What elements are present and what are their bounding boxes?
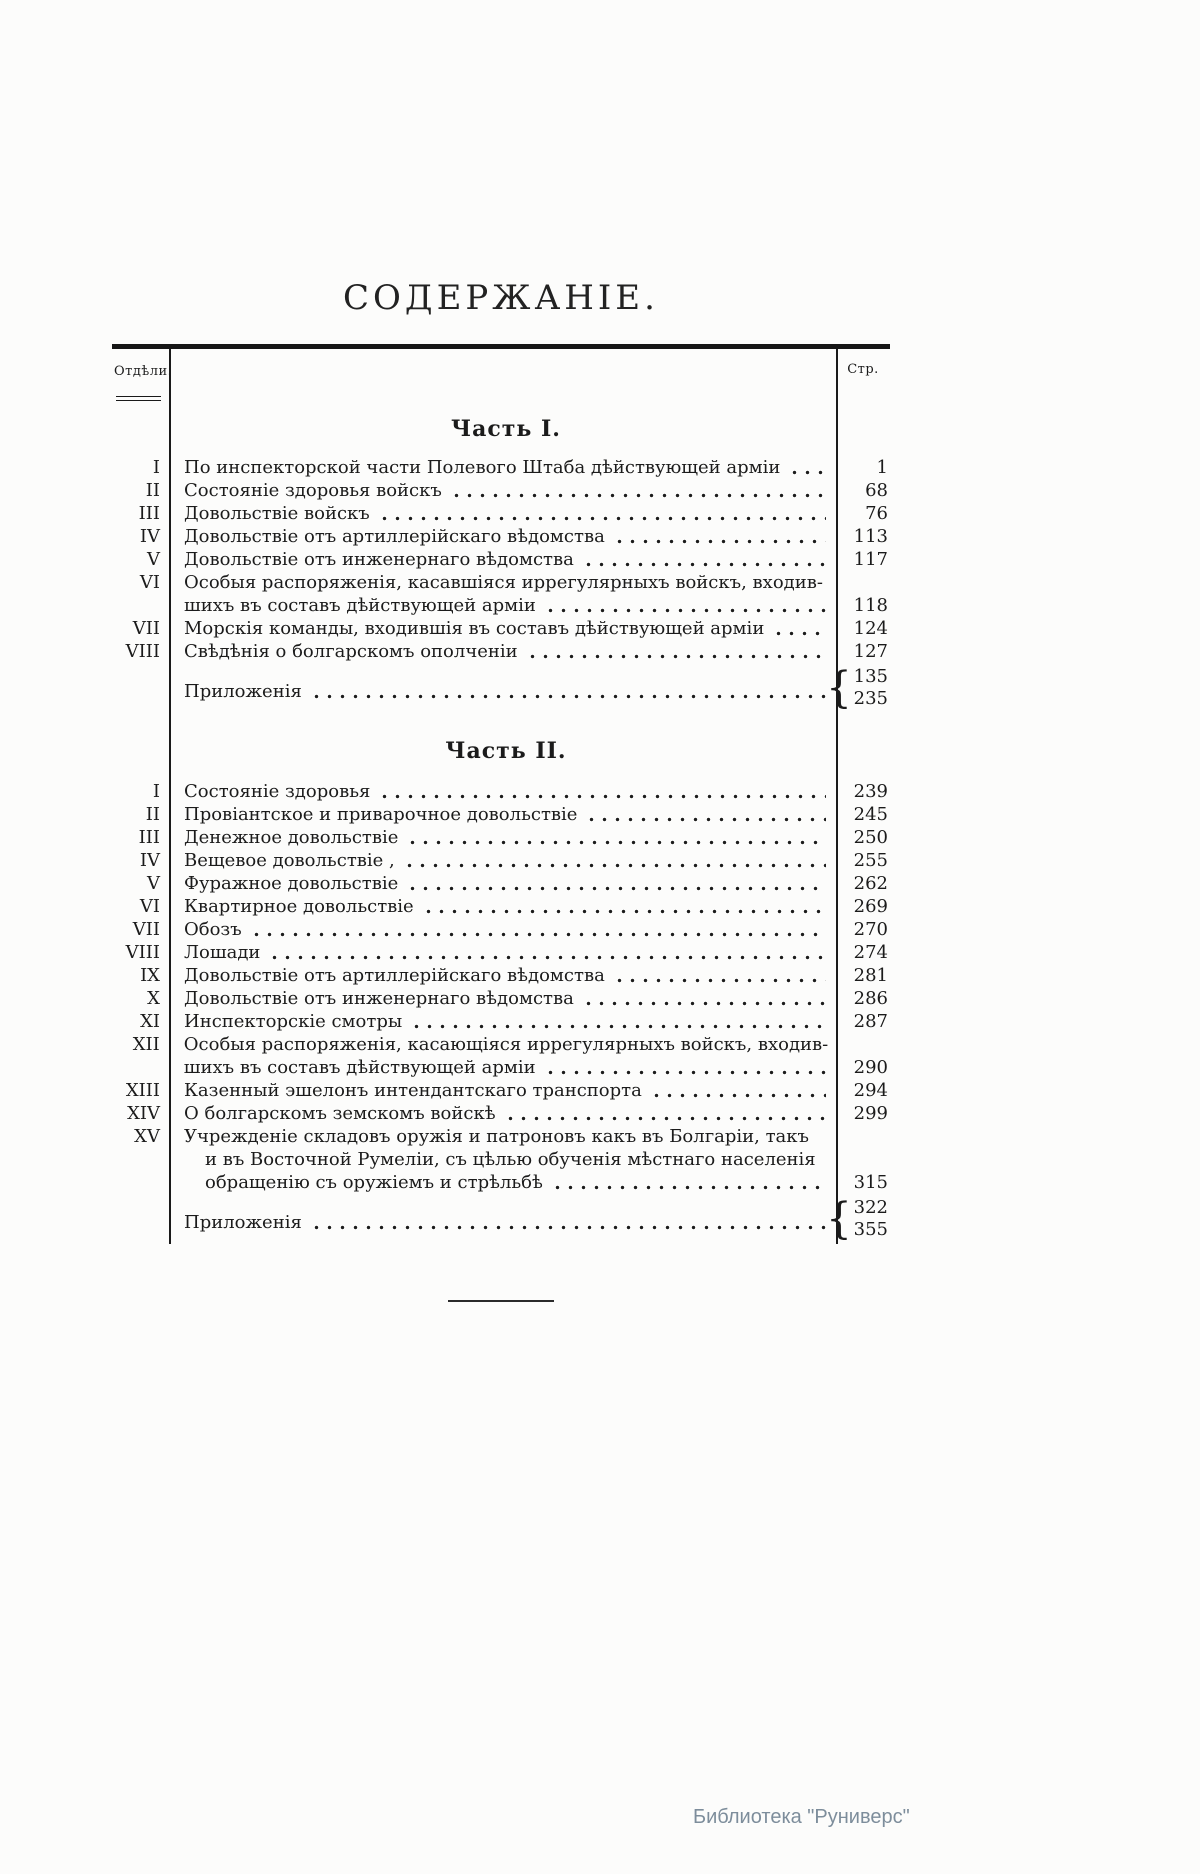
toc-row: [112, 548, 890, 571]
entry-title: Приложенія: [184, 1211, 302, 1233]
page-number-group: [826, 663, 890, 713]
toc-row: [112, 1033, 890, 1079]
brace: {: [826, 1194, 852, 1244]
leader-dots: [450, 493, 826, 498]
entry-title: и въ Восточной Румеліи, съ цѣлью обученія мѣстнаго населенія: [205, 1149, 816, 1170]
entry-title: Лошади: [184, 942, 261, 963]
leader-dots: [613, 978, 826, 983]
page-number: 117: [853, 549, 888, 570]
toc-row: [112, 502, 890, 525]
column-header-page: Стр.: [847, 362, 879, 377]
section-number: [112, 1194, 169, 1244]
leader-dots: [582, 1001, 826, 1006]
entry-title: Довольствіе отъ инженернаго вѣдомства: [184, 549, 574, 570]
entry-title: обращенію съ оружіемъ и стрѣльбѣ: [205, 1172, 543, 1193]
section-number: VIII: [125, 942, 160, 963]
entry-title: Состояніе здоровья войскъ: [184, 480, 442, 501]
leader-dots: [410, 1024, 826, 1029]
entry-title: Инспекторскіе смотры: [184, 1011, 403, 1032]
leader-dots: [788, 470, 826, 475]
page-number: 68: [865, 480, 888, 501]
toc-row: [112, 1125, 890, 1194]
entry-title: Вещевое довольствіе ,: [184, 850, 395, 871]
leader-dots: [551, 1185, 826, 1190]
section-number: IV: [139, 526, 160, 547]
section-number: II: [145, 480, 160, 501]
section-number: XI: [140, 1011, 160, 1032]
end-divider: [448, 1300, 554, 1302]
entry-title: Учрежденіе складовъ оружія и патроновъ какъ въ Болгаріи, такъ: [184, 1126, 809, 1147]
section-number: VI: [139, 572, 160, 593]
entry-title: Довольствіе отъ артиллерійскаго вѣдомства: [184, 526, 605, 547]
toc-row: [112, 479, 890, 502]
page-number: 274: [853, 942, 888, 963]
page-number: 127: [853, 641, 888, 662]
toc-row: [112, 780, 890, 803]
page-title: СОДЕРЖАНІЕ.: [343, 278, 659, 318]
page-number: 235: [853, 688, 888, 709]
library-watermark: Библиотека "Руниверс": [693, 1806, 910, 1828]
section-number: V: [147, 873, 160, 894]
page-number: 355: [853, 1219, 888, 1240]
section-number: III: [138, 827, 160, 848]
toc-row: [112, 941, 890, 964]
toc-row: [112, 1079, 890, 1102]
leader-dots: [310, 694, 826, 699]
entry-title: Особыя распоряженія, касающіяся иррегулярныхъ войскъ, входив-: [183, 1034, 829, 1055]
toc-row: [112, 849, 890, 872]
leader-dots: [772, 631, 826, 636]
entry-title: Обозъ: [184, 919, 242, 940]
section-number: IX: [140, 965, 160, 986]
entry-title: Фуражное довольствіе: [184, 873, 399, 894]
entry-title: По инспекторской части Полевого Штаба дѣйствующей арміи: [184, 457, 781, 478]
toc-table: [112, 344, 890, 1244]
page-number: 255: [853, 850, 888, 871]
part-heading-row: [112, 713, 890, 780]
page-number: 281: [853, 965, 888, 986]
section-number: XII: [132, 1034, 160, 1055]
page-number: 287: [853, 1011, 888, 1032]
entry-title: Казенный эшелонъ интендантскаго транспорта: [184, 1080, 642, 1101]
page-number: 290: [853, 1057, 888, 1078]
section-number: XIII: [125, 1080, 160, 1101]
toc-row: [112, 617, 890, 640]
toc-row-appendix: [112, 1194, 890, 1244]
page-number: 315: [853, 1172, 888, 1193]
entry-title: Приложенія: [184, 680, 302, 702]
entry-title: Провіантское и приварочное довольствіе: [184, 804, 578, 825]
column-header-sections: Отдѣли.: [112, 349, 169, 401]
section-number: II: [145, 804, 160, 825]
page-number: 269: [853, 896, 888, 917]
leader-dots: [268, 955, 826, 960]
page-number: 262: [853, 873, 888, 894]
entry-title: Довольствіе отъ артиллерійскаго вѣдомства: [184, 965, 605, 986]
section-number: I: [152, 781, 160, 802]
section-number: [112, 663, 169, 713]
leader-dots: [544, 608, 826, 613]
leader-dots: [650, 1093, 826, 1098]
toc-row: [112, 826, 890, 849]
page-number: 250: [853, 827, 888, 848]
page-number: 113: [853, 526, 888, 547]
toc-row: [112, 456, 890, 479]
page-number: 299: [853, 1103, 888, 1124]
toc-row: [112, 918, 890, 941]
toc-row-appendix: [112, 663, 890, 713]
toc-row: [112, 1102, 890, 1125]
leader-dots: [406, 840, 826, 845]
brace: {: [826, 663, 852, 713]
entry-title: шихъ въ составъ дѣйствующей арміи: [183, 1057, 536, 1078]
toc-row: [112, 964, 890, 987]
toc-row: [112, 1010, 890, 1033]
entry-title: Состояніе здоровья: [184, 781, 371, 802]
page-number-group: [826, 1194, 890, 1244]
section-number: V: [147, 549, 160, 570]
toc-row: [112, 872, 890, 895]
page-number: 239: [853, 781, 888, 802]
page-number: 118: [853, 595, 888, 616]
part1-heading: Часть I.: [451, 416, 561, 442]
entry-title: Свѣдѣнія о болгарскомъ ополченіи: [184, 641, 518, 662]
leader-dots: [378, 794, 826, 799]
leader-dots: [406, 886, 826, 891]
entry-title: Квартирное довольствіе: [184, 896, 414, 917]
page-number: 322: [853, 1197, 888, 1218]
leader-dots: [250, 932, 826, 937]
section-number: XIV: [127, 1103, 160, 1124]
page-number: 124: [853, 618, 888, 639]
section-number: III: [138, 503, 160, 524]
page-number: 294: [853, 1080, 888, 1101]
page-number: 245: [853, 804, 888, 825]
page-number: 76: [865, 503, 888, 524]
leader-dots: [378, 516, 826, 521]
leader-dots: [526, 654, 826, 659]
toc-row: [112, 895, 890, 918]
section-number: IV: [139, 850, 160, 871]
toc-row: [112, 525, 890, 548]
entry-title: Довольствіе отъ инженернаго вѣдомства: [184, 988, 574, 1009]
entry-title: Морскія команды, входившія въ составъ дѣйствующей арміи: [184, 618, 765, 639]
section-number: VI: [139, 896, 160, 917]
leader-dots: [613, 539, 826, 544]
leader-dots: [544, 1070, 827, 1075]
toc-row: [112, 803, 890, 826]
entry-title: Денежное довольствіе: [184, 827, 399, 848]
leader-dots: [403, 863, 826, 868]
section-number: VIII: [125, 641, 160, 662]
entry-title: шихъ въ составъ дѣйствующей арміи: [184, 595, 536, 616]
leader-dots: [310, 1225, 826, 1230]
toc-row: [112, 640, 890, 663]
page-number: 135: [853, 666, 888, 687]
scanned-page: [112, 0, 890, 1302]
section-number: X: [147, 988, 160, 1009]
section-number: XV: [134, 1126, 160, 1147]
entry-title: Особыя распоряженія, касавшіяся иррегулярныхъ войскъ, входив-: [184, 572, 823, 593]
table-header-row: [112, 349, 890, 401]
page-number: 286: [853, 988, 888, 1009]
toc-row: [112, 987, 890, 1010]
part2-heading: Часть II.: [445, 738, 567, 764]
section-number: VII: [132, 919, 160, 940]
toc-row: [112, 571, 890, 617]
section-number: VII: [132, 618, 160, 639]
page-number: 270: [853, 919, 888, 940]
leader-dots: [582, 562, 826, 567]
entry-title: О болгарскомъ земскомъ войскѣ: [184, 1103, 496, 1124]
leader-dots: [422, 909, 826, 914]
leader-dots: [585, 817, 826, 822]
part-heading-row: [112, 401, 890, 456]
leader-dots: [504, 1116, 826, 1121]
section-number: I: [152, 457, 160, 478]
page-number: 1: [876, 457, 888, 478]
entry-title: Довольствіе войскъ: [184, 503, 370, 524]
